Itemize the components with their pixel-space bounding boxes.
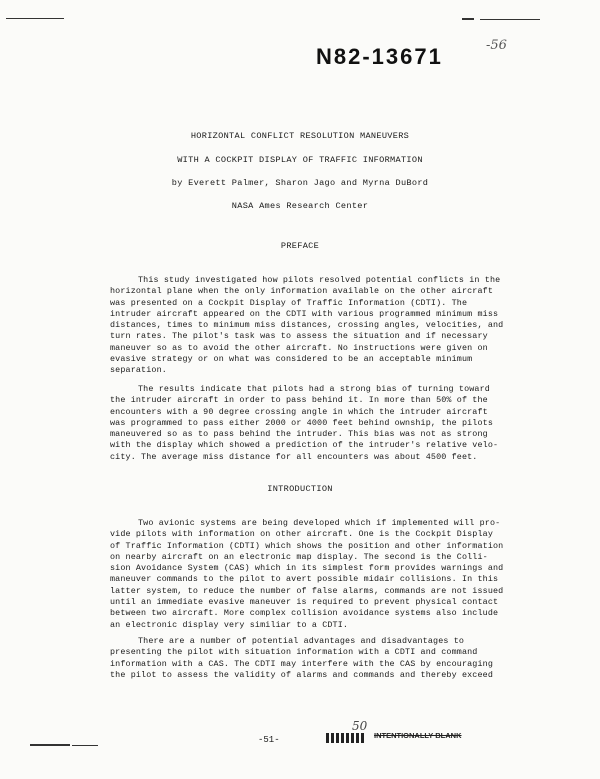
intentionally-blank-stamp [326, 719, 476, 753]
title-line-2: WITH A COCKPIT DISPLAY OF TRAFFIC INFORMATION [177, 155, 423, 165]
introduction-paragraph-2 [110, 636, 494, 681]
scan-artifact-top-right-line [480, 19, 540, 20]
text-line: evasive strategy or on what was considered to be an acceptable minimum [110, 354, 473, 365]
text-line: maneuver so as to avoid the other aircraft. No instructions were given on [110, 342, 488, 353]
text-line: with the display which showed a prediction of the intruder's relative velo- [110, 440, 499, 451]
signature-scribble [326, 733, 366, 743]
scan-artifact-bottom-left-line [72, 745, 98, 746]
preface-paragraph-2 [110, 384, 499, 463]
text-line: presenting the pilot with situation information with a CDTI and command [110, 647, 478, 658]
stamp-handwritten-number: 50 [352, 719, 368, 733]
introduction-heading: INTRODUCTION [267, 484, 333, 494]
text-line: of Traffic Information (CDTI) which shows the position and other information [110, 540, 504, 551]
text-line: There are a number of potential advantages and disadvantages to [138, 636, 465, 646]
text-line: turn rates. The pilot's task was to assess the situation and if necessary [110, 331, 488, 342]
text-line: until an immediate evasive maneuver is required to prevent physical contact [110, 597, 499, 608]
authors: by Everett Palmer, Sharon Jago and Myrna DuBord [171, 178, 429, 188]
preface-heading: PREFACE [280, 241, 320, 251]
text-line: vide pilots with information on other aircraft. One is the Cockpit Display [110, 529, 494, 540]
preface-paragraph-1 [110, 275, 504, 377]
page-number: -51- [258, 735, 280, 745]
handwritten-note: -56 [486, 38, 507, 53]
scan-artifact-top-left [6, 18, 64, 19]
text-line: distances, times to minimum miss distances, crossing angles, velocities, and [110, 320, 504, 331]
text-line: was programmed to pass either 2000 or 4000 feet behind ownship, the pilots [110, 417, 494, 428]
text-line: on nearby aircraft on an electronic map display. The second is the Colli- [110, 551, 488, 562]
text-line: between two aircraft. More complex collision avoidance systems also include [110, 608, 499, 619]
text-line: intruder aircraft appeared on the CDTI with various programmed minimum miss [110, 308, 499, 319]
text-line: maneuvered so as to pass behind the intruder. This bias was not as strong [110, 429, 488, 440]
scan-artifact-top-right [462, 18, 474, 20]
text-line: an electronic display very similiar to a CDTI. [110, 619, 349, 630]
text-line: This study investigated how pilots resolved potential conflicts in the [138, 275, 501, 285]
text-line: city. The average miss distance for all encounters was about 4500 feet. [110, 451, 478, 462]
text-line: The results indicate that pilots had a strong bias of turning toward [138, 384, 490, 394]
title-line-1: HORIZONTAL CONFLICT RESOLUTION MANEUVERS [190, 131, 410, 141]
text-line: the pilot to assess the validity of alarms and commands and thereby exceed [110, 669, 494, 680]
text-line: maneuver commands to the pilot to avert possible midair collisions. In this [110, 574, 499, 585]
accession-number: N82-13671 [316, 44, 443, 69]
text-line: sion Avoidance System (CAS) which in its simplest form provides warnings and [110, 563, 504, 574]
text-line: separation. [110, 365, 167, 376]
scan-artifact-bottom-left [30, 744, 70, 746]
stamp-text: INTENTIONALLY BLANK [374, 731, 462, 740]
text-line: Two avionic systems are being developed which if implemented will pro- [138, 518, 501, 528]
affiliation: NASA Ames Research Center [231, 201, 369, 211]
text-line: horizontal plane when the only information available on the other aircraft [110, 286, 494, 297]
text-line: was presented on a Cockpit Display of Traffic Information (CDTI). The [110, 297, 468, 308]
text-line: the intruder aircraft in order to pass behind it. In more than 50% of the [110, 395, 488, 406]
text-line: information with a CAS. The CDTI may interfere with the CAS by encouraging [110, 658, 494, 669]
text-line: encounters with a 90 degree crossing angle in which the intruder aircraft [110, 406, 488, 417]
text-line: latter system, to reduce the number of false alarms, commands are not issued [110, 585, 504, 596]
introduction-paragraph-1 [110, 518, 504, 631]
